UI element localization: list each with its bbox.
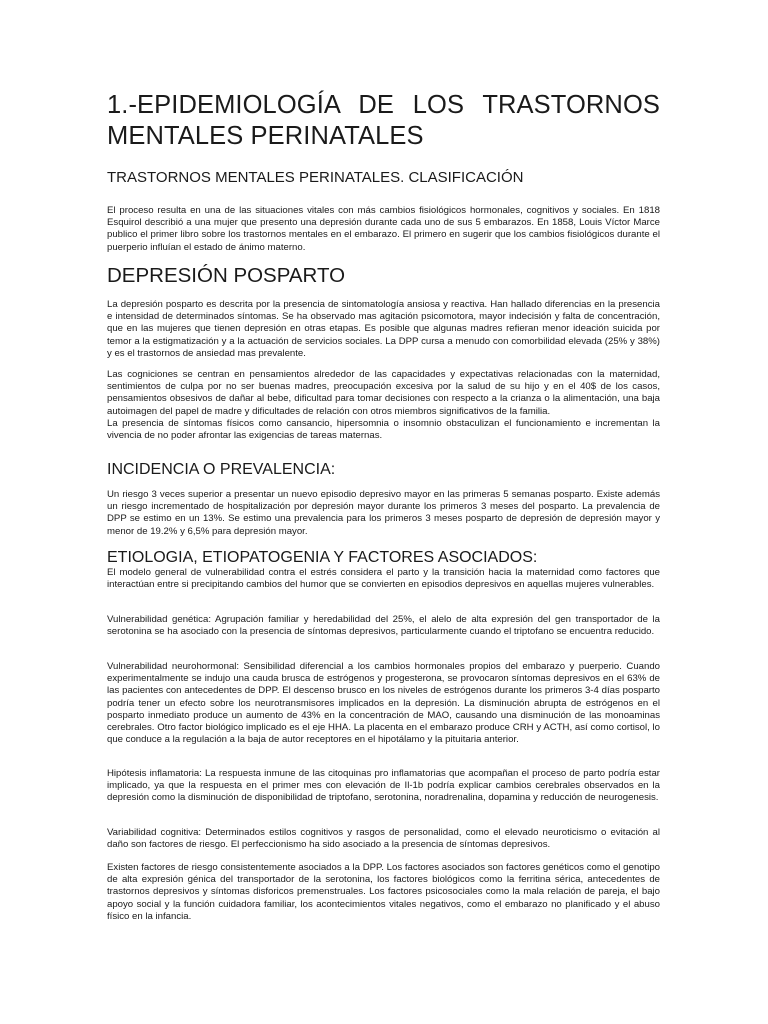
etiology-intro-paragraph: El modelo general de vulnerabilidad contra el estrés considera el parto y la transición hacia la maternidad como factores que interactúan entre si precipitando cambios del humor que se convierten en episodios depresivos en aquellas mujeres vulnerables. — [107, 567, 660, 591]
depression-paragraph-1: La depresión posparto es descrita por la presencia de sintomatología ansiosa y reactiva. Han hallado diferencias en la presencia e intensidad de determinados síntomas. Se ha observado mas agitación psicomotora, mayor indecisión y falta de concentración, que en las mujeres que tienen depresión en otras etapas. Es posible que algunas madres refieran menor ideación suicida por temor a la estigmatización y a la actuación de servicios sociales. La DPP cursa a menudo con comorbilidad elevada (25% y 38%) y es el trastornos de ansiedad mas prevalente. — [107, 299, 660, 359]
classification-paragraph: El proceso resulta en una de las situaciones vitales con más cambios fisiológicos hormonales, cognitivos y sociales. En 1818 Esquirol describió a una mujer que presento una depresión durante cada uno de sus 5 embarazos. En 1858, Louis Víctor Marce publico el primer libro sobre los trastornos mentales en el embarazo. El primero en sugerir que los cambios fisiológicos durante el puerperio influían el estado de ánimo materno. — [107, 205, 660, 253]
document-title: 1.-EPIDEMIOLOGÍA DE LOS TRASTORNOS MENTALES PERINATALES — [107, 91, 660, 150]
risk-factors-paragraph: Existen factores de riesgo consistentemente asociados a la DPP. Los factores asociados son factores genéticos como el genotipo de alta expresión génica del transportador de la serotonina, los factores biológicos como la ferritina sérica, antecedentes de trastornos depresivos y síntomas disforicos premenstruales. Los factores psicosociales como la mala relación de pareja, el bajo apoyo social y la función cuidadora familiar, los acontecimientos vitales negativos, como el embarazo no planificado y el abuso físico en la infancia. — [107, 862, 660, 922]
inflammatory-hypothesis-paragraph: Hipótesis inflamatoria: La respuesta inmune de las citoquinas pro inflamatorias que acompañan el proceso de parto podría estar implicado, ya que la respuesta en el primer mes con elevación de Il-1b podría explicar cambios cerebrales observados en la depresión como la disminución de disponibilidad de triptofano, serotonina, noradrenalina, dopamina y reducción de neurogenesis. — [107, 768, 660, 804]
etiology-heading: ETIOLOGIA, ETIOPATOGENIA Y FACTORES ASOCIADOS: — [107, 549, 538, 566]
classification-heading: TRASTORNOS MENTALES PERINATALES. CLASIFICACIÓN — [107, 169, 524, 186]
cognitive-variability-paragraph: Variabilidad cognitiva: Determinados estilos cognitivos y rasgos de personalidad, como el elevado neuroticismo o evitación al daño son factores de riesgo. El perfeccionismo ha sido asociado a la presencia de síntomas depresivos. — [107, 827, 660, 851]
incidence-paragraph: Un riesgo 3 veces superior a presentar un nuevo episodio depresivo mayor en las primeras 5 semanas posparto. Existe además un riesgo incrementado de hospitalización por depresión mayor durante los primeros 3 meses del posparto. La prevalencia de DPP se estimo en un 13%. Se estimo una prevalencia para los primeros 3 meses posparto de depresión de depresión mayor y menor de 19.2% y 6,5% para depresión mayor. — [107, 489, 660, 537]
depression-paragraph-2a: Las cogniciones se centran en pensamientos alrededor de las capacidades y expectativas relacionadas con la maternidad, sentimientos de culpa por no ser buenas madres, preocupación excesiva por la salud de su hijo y en el 40$ de los casos, pensamientos obsesivos de dañar al bebe, dificultad para tomar decisiones con respecto a la crianza o la alimentación, una baja autoimagen del papel de madre y dificultades de relación con otros miembros significativos de la familia. — [107, 369, 660, 417]
incidence-heading: INCIDENCIA O PREVALENCIA: — [107, 461, 336, 478]
depression-paragraph-2b: La presencia de síntomas físicos como cansancio, hipersomnia o insomnio obstaculizan el funcionamiento e incrementan la vivencia de no poder afrontar las exigencias de tareas maternas. — [107, 418, 660, 442]
depression-heading: DEPRESIÓN POSPARTO — [107, 264, 346, 287]
neurohormonal-vulnerability-paragraph: Vulnerabilidad neurohormonal: Sensibilidad diferencial a los cambios hormonales propios del embarazo y puerperio. Cuando experimentalmente se indujo una cauda brusca de estrógenos y progesterona, se provocaron síntomas depresivos en el 63% de las pacientes con antecedentes de DPP. El descenso brusco en los niveles de estrógenos durante los primeros 3-4 días posparto podría tener un efecto sobre los neurotransmisores implicados en la depresión. La disminución abrupta de estrógenos en el posparto inmediato produce un aumento de 43% en la concentración de MAO, causando una disminución de las monoaminas cerebrales. Otro factor biológico implicado es el eje HHA. La placenta en el embarazo produce CRH y ACTH, así como cortisol, lo que conduce a la regulación a la baja de autor receptores en el hipotálamo y la pituitaria anterior. — [107, 661, 660, 746]
genetic-vulnerability-paragraph: Vulnerabilidad genética: Agrupación familiar y heredabilidad del 25%, el alelo de alta expresión del gen transportador de la serotonina se ha asociado con la presencia de síntomas depresivos, particularmente cuando el triptofano se encuentra reducido. — [107, 614, 660, 638]
